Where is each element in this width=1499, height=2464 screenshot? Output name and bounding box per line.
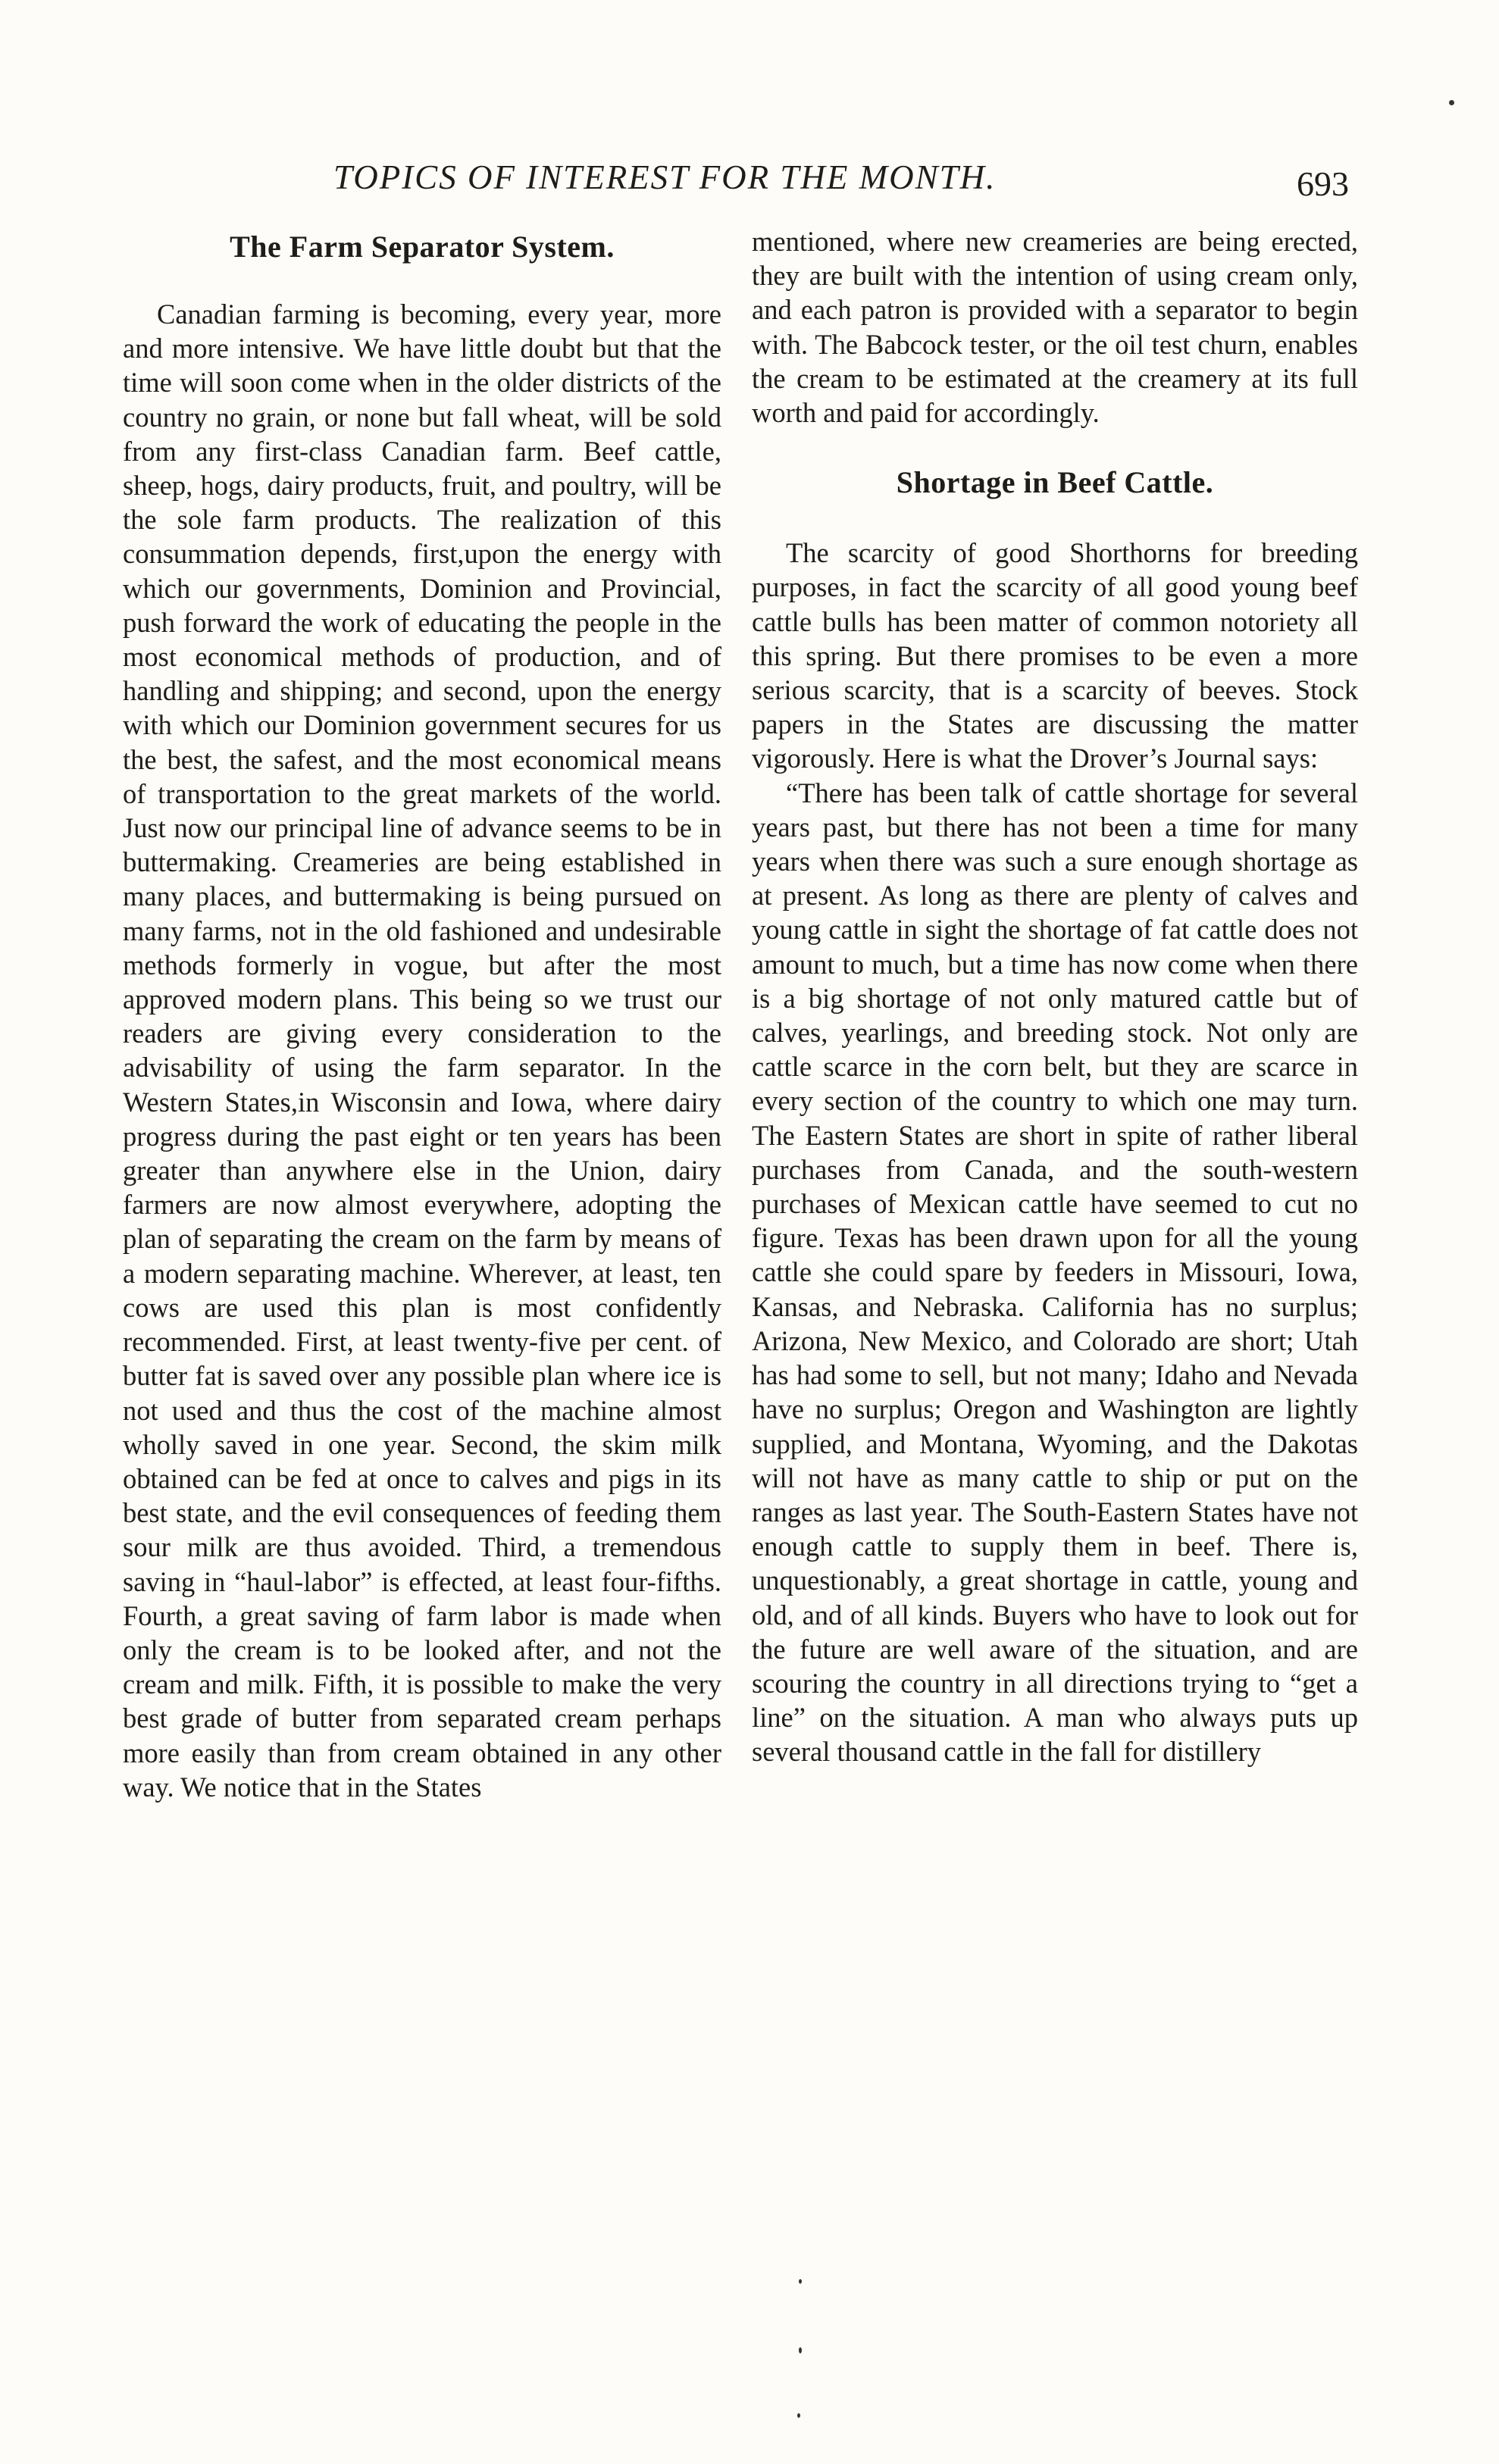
scan-speck bbox=[797, 2413, 800, 2418]
page-header bbox=[333, 158, 1349, 218]
article-title-farm-separator: The Farm Separator System. bbox=[230, 230, 615, 264]
article-body-farm-separator: Canadian farming is becoming, every year, more and more intensive. We have little doubt but that the time will soon come when in the older districts of the country no grain, or none but fall wheat, will be sold from any first-class Canadian farm. Beef cattle, sheep, hogs, dairy products, fruit, and poultry, will be the sole farm products. The realization of this consummation depends, first,upon the energy with which our governments, Dominion and Provincial, push forward the work of educating the people in the most economical methods of production, and of handling and shipping; and second, upon the energy with which our Dominion government secures for us the best, the safest, and the most economical means of transportation to the great markets of the world. Just now our principal line of advance seems to be in buttermaking. Creameries are being established in many places, and buttermaking is being pursued on many farms, not in the old fashioned and undesirable methods formerly in vogue, but after the most approved modern plans. This being so we trust our readers are giving every consideration to the advisability of using the farm separator. In the Western States,in Wisconsin and Iowa, where dairy progress during the past eight or ten years has been greater than anywhere else in the Union, dairy farmers are now almost everywhere, adopting the plan of separating the cream on the farm by means of a modern separating machine. Wherever, at least, ten cows are used this plan is most confidently recommended. First, at least twenty-five per cent. of butter fat is saved over any possible plan where ice is not used and thus the cost of the machine almost wholly saved in one year. Second, the skim milk obtained can be fed at once to calves and pigs in its best state, and the evil consequences of feeding them sour milk are thus avoided. Third, a tremendous saving in “haul-labor” is effected, at least four-fifths. Fourth, a great saving of farm labor is made when only the cream is to be looked after, and not the cream and milk. Fifth, it is possible to make the very best grade of butter from separated cream perhaps more easily than from cream obtained in any other way. We notice that in the States bbox=[123, 299, 721, 1803]
article-intro-beef-shortage: The scarcity of good Shorthorns for breeding purposes, in fact the scarcity of all good young beef cattle bulls has been matter of common notoriety all this spring. But there promises to be even a more serious scarcity, that is a scarcity of beeves. Stock papers in the States are discussing the matter vigorously. Here is what the Drover’s Journal says: bbox=[752, 537, 1358, 774]
article-title-beef-shortage: Shortage in Beef Cattle. bbox=[896, 465, 1214, 500]
page-number: 693 bbox=[1297, 164, 1349, 203]
scan-speck bbox=[799, 2347, 802, 2353]
left-column bbox=[123, 227, 721, 1804]
right-column bbox=[752, 224, 1358, 1769]
scan-speck bbox=[799, 2279, 802, 2284]
article-quote-drovers-journal: “There has been talk of cattle shortage for several years past, but there has not been a time for many years when there was such a sure enough shortage as at present. As long as there are plenty of calves and young cattle in sight the shortage of fat cattle does not amount to much, but a time has now come when there is a big shortage of not only matured cattle but of calves, yearlings, and breeding stock. Not only are cattle scarce in the corn belt, but they are scarce in every section of the country to which one may turn. The Eastern States are short in spite of rather liberal purchases from Canada, and the south-western purchases of Mexican cattle have seemed to cut no figure. Texas has been drawn upon for all the young cattle she could spare by feeders in Missouri, Iowa, Kansas, and Nebraska. California has no surplus; Arizona, New Mexico, and Colorado are short; Utah has had some to sell, but not many; Idaho and Nevada have no surplus; Oregon and Washington are lightly supplied, and Montana, Wyoming, and the Dakotas will not have as many cattle to ship or put on the ranges as last year. The South-Eastern States have not enough cattle to supply them in beef. There is, unquestionably, a great shortage in cattle, young and old, and of all kinds. Buyers who have to look out for the future are well aware of the situation, and are scouring the country in all directions trying to “get a line” on the situation. A man who always puts up several thousand cattle in the fall for distillery bbox=[752, 777, 1358, 1768]
article-body-farm-separator-continued: mentioned, where new creameries are being erected, they are built with the intention of using cream only, and each patron is provided with a separator to begin with. The Babcock tester, or the oil test churn, enables the cream to be estimated at the creamery at its full worth and paid for accordingly. bbox=[752, 226, 1358, 429]
scan-speck bbox=[1449, 100, 1454, 105]
running-title: TOPICS OF INTEREST FOR THE MONTH. bbox=[333, 158, 997, 196]
